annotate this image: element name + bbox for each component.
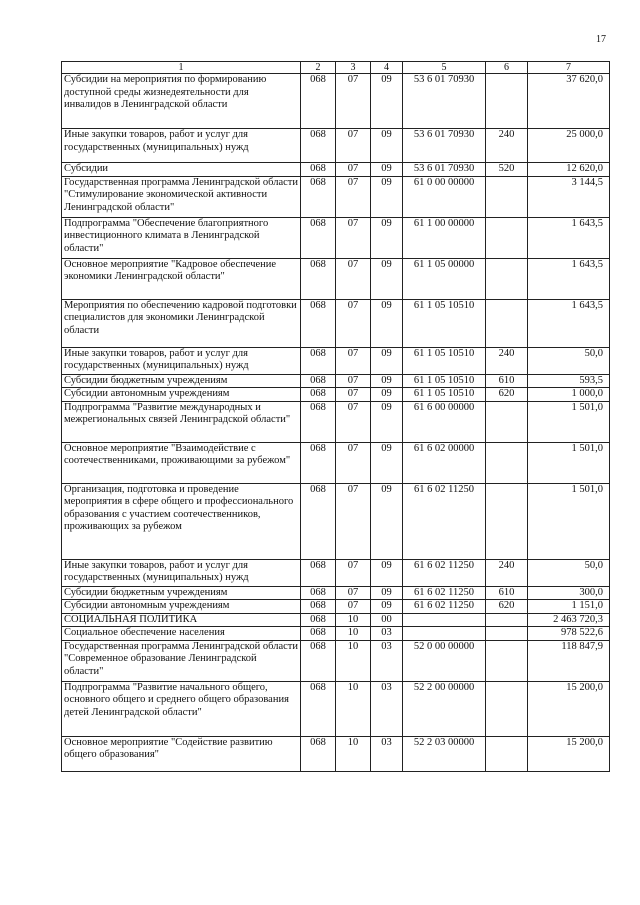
table-row bbox=[62, 374, 610, 388]
subsection-code-cell: 09 bbox=[371, 586, 403, 600]
header-cell: 7 bbox=[528, 62, 610, 74]
amount-cell: 25 000,0 bbox=[528, 129, 610, 163]
target-article-cell: 61 1 05 10510 bbox=[403, 388, 486, 402]
table-row bbox=[62, 613, 610, 627]
table-row bbox=[62, 74, 610, 129]
section-code-cell: 07 bbox=[336, 559, 371, 586]
amount-cell: 1 501,0 bbox=[528, 483, 610, 559]
target-article-cell: 61 6 02 11250 bbox=[403, 559, 486, 586]
amount-cell: 978 522,6 bbox=[528, 627, 610, 641]
section-code-cell: 07 bbox=[336, 483, 371, 559]
subsection-code-cell: 09 bbox=[371, 600, 403, 614]
expense-type-cell bbox=[486, 681, 528, 736]
row-name-cell: Мероприятия по обеспечению кадровой подготовки специалистов для экономики Ленинградской области bbox=[62, 299, 301, 347]
target-article-cell: 61 6 02 00000 bbox=[403, 442, 486, 483]
subsection-code-cell: 03 bbox=[371, 640, 403, 681]
grbs-code-cell: 068 bbox=[301, 681, 336, 736]
subsection-code-cell: 00 bbox=[371, 613, 403, 627]
subsection-code-cell: 09 bbox=[371, 129, 403, 163]
budget-table bbox=[61, 61, 610, 772]
grbs-code-cell: 068 bbox=[301, 74, 336, 129]
row-name-cell: Субсидии bbox=[62, 163, 301, 177]
target-article-cell: 52 2 00 00000 bbox=[403, 681, 486, 736]
header-cell: 6 bbox=[486, 62, 528, 74]
expense-type-cell bbox=[486, 401, 528, 442]
section-code-cell: 10 bbox=[336, 681, 371, 736]
table-row bbox=[62, 299, 610, 347]
amount-cell: 1 501,0 bbox=[528, 401, 610, 442]
grbs-code-cell: 068 bbox=[301, 613, 336, 627]
target-article-cell bbox=[403, 627, 486, 641]
section-code-cell: 10 bbox=[336, 640, 371, 681]
header-cell: 4 bbox=[371, 62, 403, 74]
subsection-code-cell: 09 bbox=[371, 258, 403, 299]
table-row bbox=[62, 347, 610, 374]
table-row bbox=[62, 627, 610, 641]
section-code-cell: 07 bbox=[336, 600, 371, 614]
subsection-code-cell: 09 bbox=[371, 483, 403, 559]
amount-cell: 2 463 720,3 bbox=[528, 613, 610, 627]
section-code-cell: 10 bbox=[336, 613, 371, 627]
section-code-cell: 10 bbox=[336, 736, 371, 771]
grbs-code-cell: 068 bbox=[301, 600, 336, 614]
subsection-code-cell: 09 bbox=[371, 374, 403, 388]
row-name-cell: Государственная программа Ленинградской области "Современное образование Ленинградской области" bbox=[62, 640, 301, 681]
expense-type-cell bbox=[486, 258, 528, 299]
section-code-cell: 07 bbox=[336, 74, 371, 129]
row-name-cell: Субсидии бюджетным учреждениям bbox=[62, 374, 301, 388]
expense-type-cell: 610 bbox=[486, 586, 528, 600]
target-article-cell bbox=[403, 613, 486, 627]
subsection-code-cell: 09 bbox=[371, 176, 403, 217]
table-row bbox=[62, 736, 610, 771]
target-article-cell: 61 1 05 10510 bbox=[403, 347, 486, 374]
expense-type-cell: 610 bbox=[486, 374, 528, 388]
expense-type-cell: 520 bbox=[486, 163, 528, 177]
grbs-code-cell: 068 bbox=[301, 401, 336, 442]
subsection-code-cell: 03 bbox=[371, 627, 403, 641]
amount-cell: 1 501,0 bbox=[528, 442, 610, 483]
expense-type-cell: 240 bbox=[486, 559, 528, 586]
header-cell: 3 bbox=[336, 62, 371, 74]
table-row bbox=[62, 258, 610, 299]
row-name-cell: Подпрограмма "Развитие международных и межрегиональных связей Ленинградской области" bbox=[62, 401, 301, 442]
expense-type-cell: 620 bbox=[486, 388, 528, 402]
subsection-code-cell: 09 bbox=[371, 217, 403, 258]
amount-cell: 50,0 bbox=[528, 347, 610, 374]
grbs-code-cell: 068 bbox=[301, 586, 336, 600]
grbs-code-cell: 068 bbox=[301, 374, 336, 388]
target-article-cell: 52 0 00 00000 bbox=[403, 640, 486, 681]
target-article-cell: 61 1 05 10510 bbox=[403, 374, 486, 388]
table-row bbox=[62, 442, 610, 483]
row-name-cell: Основное мероприятие "Кадровое обеспечение экономики Ленинградской области" bbox=[62, 258, 301, 299]
subsection-code-cell: 09 bbox=[371, 163, 403, 177]
target-article-cell: 61 6 02 11250 bbox=[403, 483, 486, 559]
amount-cell: 37 620,0 bbox=[528, 74, 610, 129]
expense-type-cell bbox=[486, 640, 528, 681]
expense-type-cell bbox=[486, 299, 528, 347]
grbs-code-cell: 068 bbox=[301, 442, 336, 483]
amount-cell: 593,5 bbox=[528, 374, 610, 388]
target-article-cell: 61 6 02 11250 bbox=[403, 586, 486, 600]
expense-type-cell bbox=[486, 442, 528, 483]
subsection-code-cell: 09 bbox=[371, 299, 403, 347]
table-row bbox=[62, 640, 610, 681]
section-code-cell: 07 bbox=[336, 347, 371, 374]
amount-cell: 300,0 bbox=[528, 586, 610, 600]
grbs-code-cell: 068 bbox=[301, 258, 336, 299]
amount-cell: 12 620,0 bbox=[528, 163, 610, 177]
row-name-cell: Субсидии автономным учреждениям bbox=[62, 600, 301, 614]
target-article-cell: 53 6 01 70930 bbox=[403, 163, 486, 177]
table-row bbox=[62, 600, 610, 614]
subsection-code-cell: 03 bbox=[371, 681, 403, 736]
subsection-code-cell: 09 bbox=[371, 388, 403, 402]
table-row bbox=[62, 586, 610, 600]
section-code-cell: 07 bbox=[336, 401, 371, 442]
section-code-cell: 07 bbox=[336, 163, 371, 177]
expense-type-cell bbox=[486, 217, 528, 258]
header-cell: 1 bbox=[62, 62, 301, 74]
grbs-code-cell: 068 bbox=[301, 483, 336, 559]
table-row bbox=[62, 559, 610, 586]
target-article-cell: 61 1 05 10510 bbox=[403, 299, 486, 347]
target-article-cell: 52 2 03 00000 bbox=[403, 736, 486, 771]
amount-cell: 1 643,5 bbox=[528, 217, 610, 258]
row-name-cell: Субсидии автономным учреждениям bbox=[62, 388, 301, 402]
expense-type-cell bbox=[486, 176, 528, 217]
target-article-cell: 61 6 02 11250 bbox=[403, 600, 486, 614]
section-code-cell: 07 bbox=[336, 258, 371, 299]
row-name-cell: Субсидии бюджетным учреждениям bbox=[62, 586, 301, 600]
row-name-cell: Основное мероприятие "Взаимодействие с соотечественниками, проживающими за рубежом" bbox=[62, 442, 301, 483]
grbs-code-cell: 068 bbox=[301, 217, 336, 258]
section-code-cell: 07 bbox=[336, 299, 371, 347]
subsection-code-cell: 03 bbox=[371, 736, 403, 771]
row-name-cell: Государственная программа Ленинградской области "Стимулирование экономической активности Ленинградской области" bbox=[62, 176, 301, 217]
amount-cell: 1 643,5 bbox=[528, 299, 610, 347]
header-cell: 5 bbox=[403, 62, 486, 74]
row-name-cell: Иные закупки товаров, работ и услуг для государственных (муниципальных) нужд bbox=[62, 129, 301, 163]
page-number: 17 bbox=[596, 34, 606, 45]
row-name-cell: Иные закупки товаров, работ и услуг для государственных (муниципальных) нужд bbox=[62, 559, 301, 586]
section-code-cell: 07 bbox=[336, 217, 371, 258]
table-header-row bbox=[62, 62, 610, 74]
amount-cell: 1 000,0 bbox=[528, 388, 610, 402]
row-name-cell: Основное мероприятие "Содействие развитию общего образования" bbox=[62, 736, 301, 771]
target-article-cell: 61 1 00 00000 bbox=[403, 217, 486, 258]
section-code-cell: 07 bbox=[336, 176, 371, 217]
amount-cell: 3 144,5 bbox=[528, 176, 610, 217]
subsection-code-cell: 09 bbox=[371, 442, 403, 483]
table-row bbox=[62, 401, 610, 442]
target-article-cell: 53 6 01 70930 bbox=[403, 74, 486, 129]
grbs-code-cell: 068 bbox=[301, 347, 336, 374]
subsection-code-cell: 09 bbox=[371, 401, 403, 442]
expense-type-cell: 620 bbox=[486, 600, 528, 614]
expense-type-cell bbox=[486, 613, 528, 627]
amount-cell: 118 847,9 bbox=[528, 640, 610, 681]
grbs-code-cell: 068 bbox=[301, 176, 336, 217]
grbs-code-cell: 068 bbox=[301, 640, 336, 681]
table-row bbox=[62, 176, 610, 217]
target-article-cell: 61 1 05 00000 bbox=[403, 258, 486, 299]
row-name-cell: Иные закупки товаров, работ и услуг для государственных (муниципальных) нужд bbox=[62, 347, 301, 374]
table-row bbox=[62, 681, 610, 736]
grbs-code-cell: 068 bbox=[301, 388, 336, 402]
row-name-cell: Подпрограмма "Развитие начального общего, основного общего и среднего общего образования детей Ленинградской области" bbox=[62, 681, 301, 736]
amount-cell: 15 200,0 bbox=[528, 736, 610, 771]
section-code-cell: 07 bbox=[336, 586, 371, 600]
target-article-cell: 53 6 01 70930 bbox=[403, 129, 486, 163]
row-name-cell: СОЦИАЛЬНАЯ ПОЛИТИКА bbox=[62, 613, 301, 627]
amount-cell: 1 643,5 bbox=[528, 258, 610, 299]
grbs-code-cell: 068 bbox=[301, 163, 336, 177]
row-name-cell: Социальное обеспечение населения bbox=[62, 627, 301, 641]
section-code-cell: 10 bbox=[336, 627, 371, 641]
row-name-cell: Подпрограмма "Обеспечение благоприятного инвестиционного климата в Ленинградской области" bbox=[62, 217, 301, 258]
expense-type-cell: 240 bbox=[486, 347, 528, 374]
grbs-code-cell: 068 bbox=[301, 129, 336, 163]
subsection-code-cell: 09 bbox=[371, 347, 403, 374]
expense-type-cell bbox=[486, 736, 528, 771]
table-row bbox=[62, 217, 610, 258]
table-row bbox=[62, 129, 610, 163]
table-row bbox=[62, 163, 610, 177]
grbs-code-cell: 068 bbox=[301, 299, 336, 347]
row-name-cell: Субсидии на мероприятия по формированию доступной среды жизнедеятельности для инвалидов в Ленинградской области bbox=[62, 74, 301, 129]
table-row bbox=[62, 483, 610, 559]
expense-type-cell: 240 bbox=[486, 129, 528, 163]
subsection-code-cell: 09 bbox=[371, 74, 403, 129]
amount-cell: 15 200,0 bbox=[528, 681, 610, 736]
expense-type-cell bbox=[486, 74, 528, 129]
subsection-code-cell: 09 bbox=[371, 559, 403, 586]
expense-type-cell bbox=[486, 627, 528, 641]
amount-cell: 50,0 bbox=[528, 559, 610, 586]
amount-cell: 1 151,0 bbox=[528, 600, 610, 614]
row-name-cell: Организация, подготовка и проведение мероприятия в сфере общего и профессионального образования с участием соотечественников, проживающих за рубежом bbox=[62, 483, 301, 559]
target-article-cell: 61 6 00 00000 bbox=[403, 401, 486, 442]
section-code-cell: 07 bbox=[336, 374, 371, 388]
target-article-cell: 61 0 00 00000 bbox=[403, 176, 486, 217]
table-row bbox=[62, 388, 610, 402]
expense-type-cell bbox=[486, 483, 528, 559]
section-code-cell: 07 bbox=[336, 129, 371, 163]
header-cell: 2 bbox=[301, 62, 336, 74]
grbs-code-cell: 068 bbox=[301, 559, 336, 586]
grbs-code-cell: 068 bbox=[301, 627, 336, 641]
section-code-cell: 07 bbox=[336, 442, 371, 483]
section-code-cell: 07 bbox=[336, 388, 371, 402]
grbs-code-cell: 068 bbox=[301, 736, 336, 771]
